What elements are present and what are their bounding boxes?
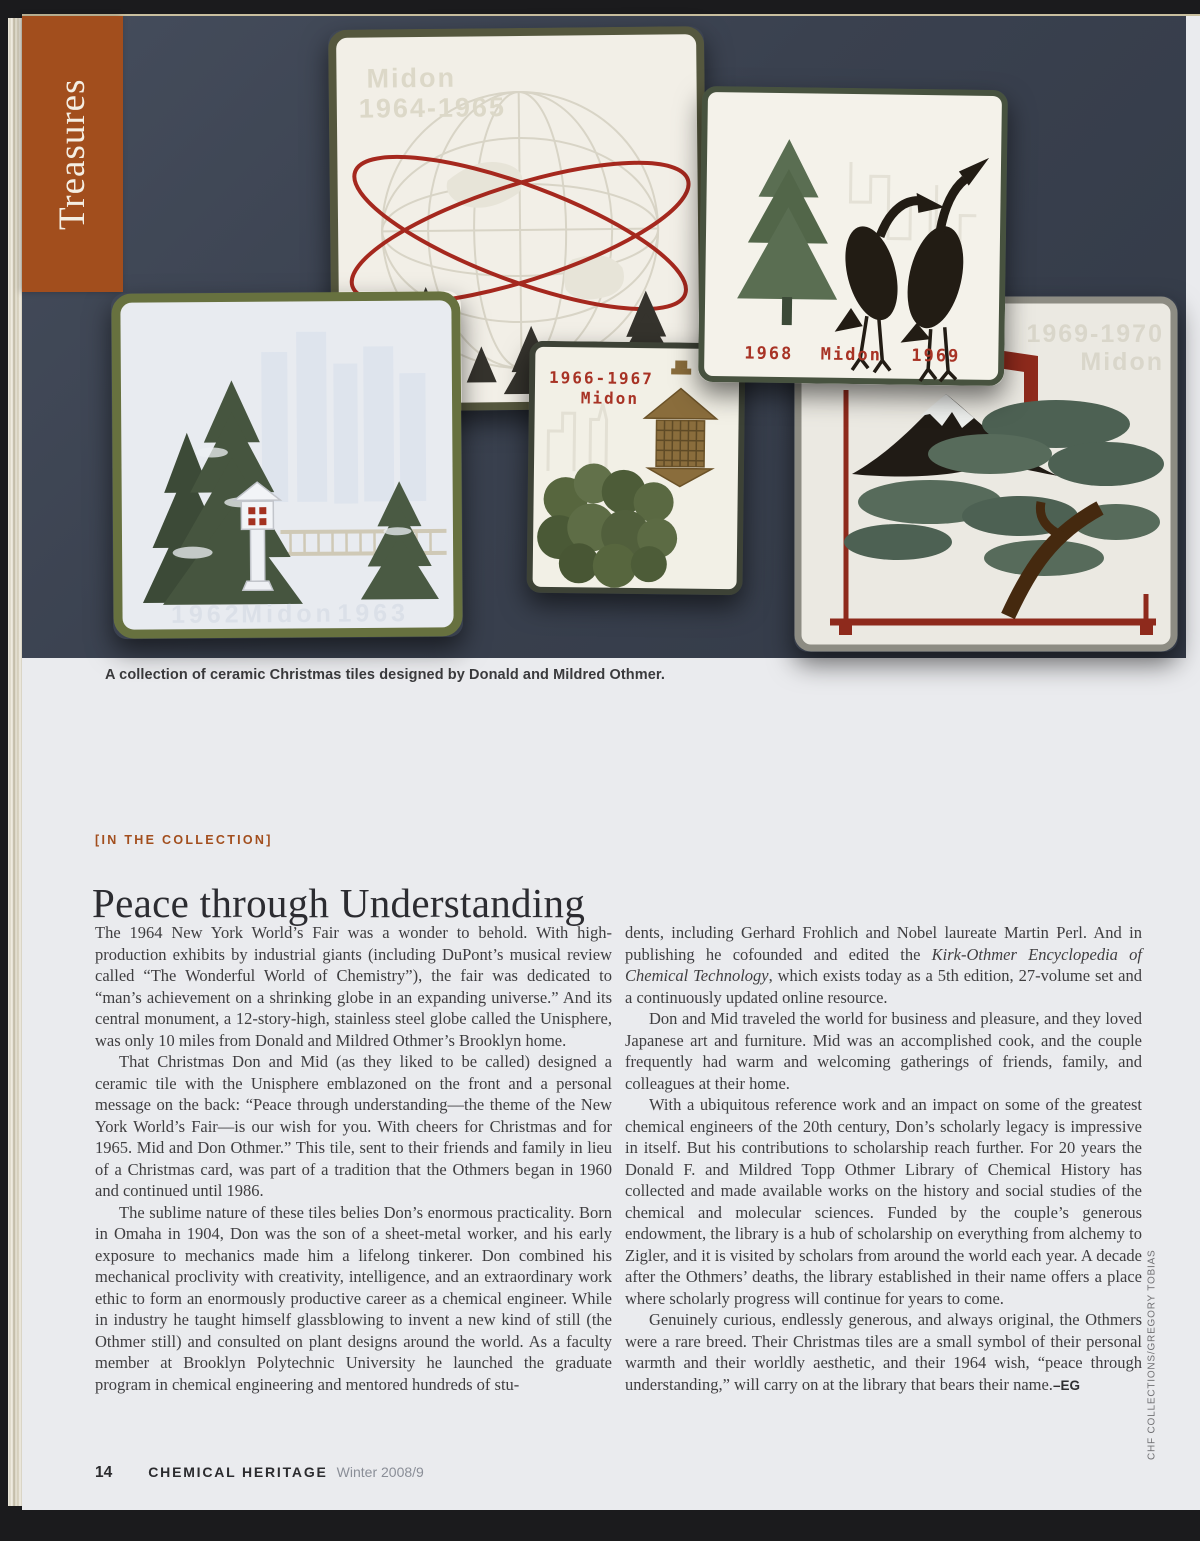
body-paragraph: The 1964 New York World’s Fair was a wonder to behold. With high-production exhibits by industrial giants (including DuPont’s musical review called “The Wonderful World of Chemistry”), the fair was dedicated to “man’s achievement on a shrinking globe in an expanding universe.” And its central monument, a 12-story-high, stainless steel globe called the Unisphere, was only 10 miles from Donald and Mildred Othmer’s Brooklyn home. bbox=[95, 923, 612, 1050]
tile-pagoda-label-line1: 1966-1967 bbox=[548, 367, 654, 389]
tile-fuji-label-line2: Midon bbox=[1080, 348, 1164, 376]
svg-text:1969: 1969 bbox=[911, 345, 961, 367]
author-initials: –EG bbox=[1052, 1377, 1080, 1393]
article-column-right bbox=[625, 922, 1142, 1396]
tile-cranes-label bbox=[744, 343, 960, 366]
body-paragraph: That Christmas Don and Mid (as they liked to be called) designed a ceramic tile with the Unisphere emblazoned on the front and a personal message on the back: “Peace through understanding—the theme of the New York World’s Fair—is our wish for you. With cheers for Christmas and for 1965. Mid and Don Othmer.” This tile, sent to their friends and family in lieu of a Christmas card, was part of a tradition that the Othmers began in 1960 and continued until 1986. bbox=[95, 1052, 612, 1200]
section-label: [IN THE COLLECTION] bbox=[95, 833, 273, 847]
tile-unisphere-label-line1: Midon bbox=[366, 62, 457, 94]
tile-snow-garden-1962-1963 bbox=[111, 291, 463, 639]
tile-unisphere-label-line2: 1964-1965 bbox=[358, 92, 507, 124]
photo-caption: A collection of ceramic Christmas tiles designed by Donald and Mildred Othmer. bbox=[105, 667, 665, 683]
svg-text:Midon: Midon bbox=[241, 599, 335, 629]
body-paragraph: The sublime nature of these tiles belies Don’s enormous practicality. Born in Omaha in 1904, Don was the son of a sheet-metal worker, and his early exposure to mechanics made him a lifelong tinkerer. Don combined his mechanical proclivity with creativity, intelligence, and an extraordinary work ethic to form an enormously productive career as a chemical engineer. While in industry he taught himself glassblowing to invent a new kind of still (the Othmer still) and consulted on plant designs around the world. As a faculty member at Brooklyn Polytechnic University he launched the graduate program in chemical engineering and mentored hundreds of stu- bbox=[95, 1202, 612, 1394]
tile-collage-photo bbox=[22, 16, 1186, 658]
treasures-department-tab bbox=[22, 16, 123, 292]
treasures-tab-label: Treasures bbox=[52, 78, 93, 230]
tile-snow-embossed-label bbox=[171, 599, 409, 629]
svg-text:1968: 1968 bbox=[744, 343, 794, 365]
body-paragraph: Genuinely curious, endlessly generous, and always original, the Othmers were a rare breed. Their Christmas tiles are a small symbol of their personal warmth and their worldly aesthetic, and their 1964 wish, “peace through understanding,” will carry on at the library that bears their name.–EG bbox=[625, 1310, 1142, 1394]
magazine-name: CHEMICAL HERITAGE bbox=[148, 1464, 328, 1480]
tile-fuji-label-line1: 1969-1970 bbox=[1026, 320, 1164, 348]
tile-cranes-1968-1969 bbox=[698, 86, 1008, 386]
page-number: 14 bbox=[95, 1464, 113, 1481]
book-title-italic: Kirk-Othmer Encyclopedia of Chemical Technology bbox=[625, 944, 1142, 985]
tile-pagoda-label-line2: Midon bbox=[580, 388, 640, 409]
page-footer bbox=[95, 1464, 424, 1482]
photo-credit: CHF COLLECTIONS/GREGORY TOBIAS bbox=[1146, 1249, 1158, 1460]
magazine-page bbox=[22, 14, 1200, 1510]
article-column-left bbox=[95, 922, 612, 1395]
body-paragraph: With a ubiquitous reference work and an impact on some of the greatest chemical engineers of the 20th century, Don’s scholarly legacy is impressive in itself. But his contributions to scholarship reach further. For 20 years the Donald F. and Mildred Topp Othmer Library of Chemical History has collected and made available works on the history and social studies of the chemical and molecular sciences. Funded by the couple’s generous endowment, the library is a hub of scholarship on everything from alchemy to Zigler, and it is visited by scholars from around the world each year. A decade after the Othmers’ deaths, the library established in their name offers a place where scholarly progress will continue for years to come. bbox=[625, 1095, 1142, 1308]
tile-snow-graphic bbox=[111, 291, 463, 639]
svg-text:1962: 1962 bbox=[170, 600, 243, 629]
svg-text:1963: 1963 bbox=[337, 599, 410, 628]
magazine-page-edges bbox=[8, 18, 23, 1506]
article-title: Peace through Understanding bbox=[92, 880, 586, 927]
body-paragraph: dents, including Gerhard Frohlich and Nobel laureate Martin Perl. And in publishing he cofounded and edited the Kirk-Othmer Encyclopedia of Chemical Technology, which exists today as a 5th edition, 27-volume set and a continuously updated online resource. bbox=[625, 923, 1143, 1007]
svg-text:Midon: Midon bbox=[820, 344, 883, 366]
body-paragraph: Don and Mid traveled the world for business and pleasure, and they loved Japanese art and furniture. Mid was an accomplished cook, and the couple frequently had warm and welcoming gatherings of friends, family, and colleagues at their home. bbox=[625, 1009, 1142, 1093]
issue-label: Winter 2008/9 bbox=[336, 1464, 424, 1480]
tile-cranes-graphic bbox=[698, 86, 1008, 386]
